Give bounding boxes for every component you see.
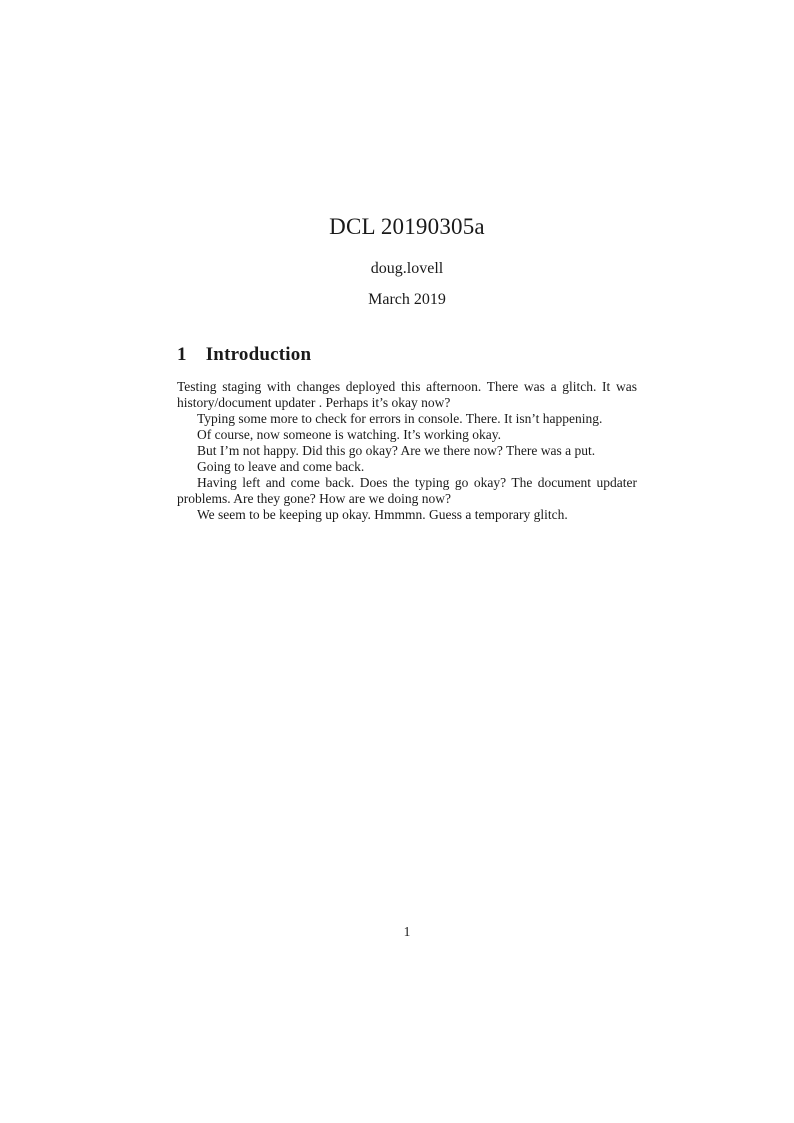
section-title: Introduction [205, 344, 312, 365]
body-text [177, 379, 637, 523]
page-number: 1 [403, 924, 411, 939]
document-date: March 2019 [368, 291, 446, 308]
document-author: doug.lovell [370, 260, 444, 277]
section-number: 1 [177, 344, 187, 365]
paragraph: Typing some more to check for errors in console. There. It isn’t happening. [197, 411, 603, 426]
paragraph: Of course, now someone is watching. It’s working okay. [197, 427, 501, 442]
paragraph: Having left and come back. Does the typing go okay? The document updater problems. Are they gone? How are we doing now? [177, 475, 637, 506]
paragraph: Testing staging with changes deployed this afternoon. There was a glitch. It was history/document updater . Perhaps it’s okay now? [177, 379, 637, 410]
paragraph: Going to leave and come back. [197, 459, 365, 474]
section-heading [177, 343, 637, 366]
paragraph: We seem to be keeping up okay. Hmmmn. Guess a temporary glitch. [197, 507, 568, 522]
document-title: DCL 20190305a [329, 214, 485, 239]
paragraph: But I’m not happy. Did this go okay? Are we there now? There was a put. [197, 443, 596, 458]
